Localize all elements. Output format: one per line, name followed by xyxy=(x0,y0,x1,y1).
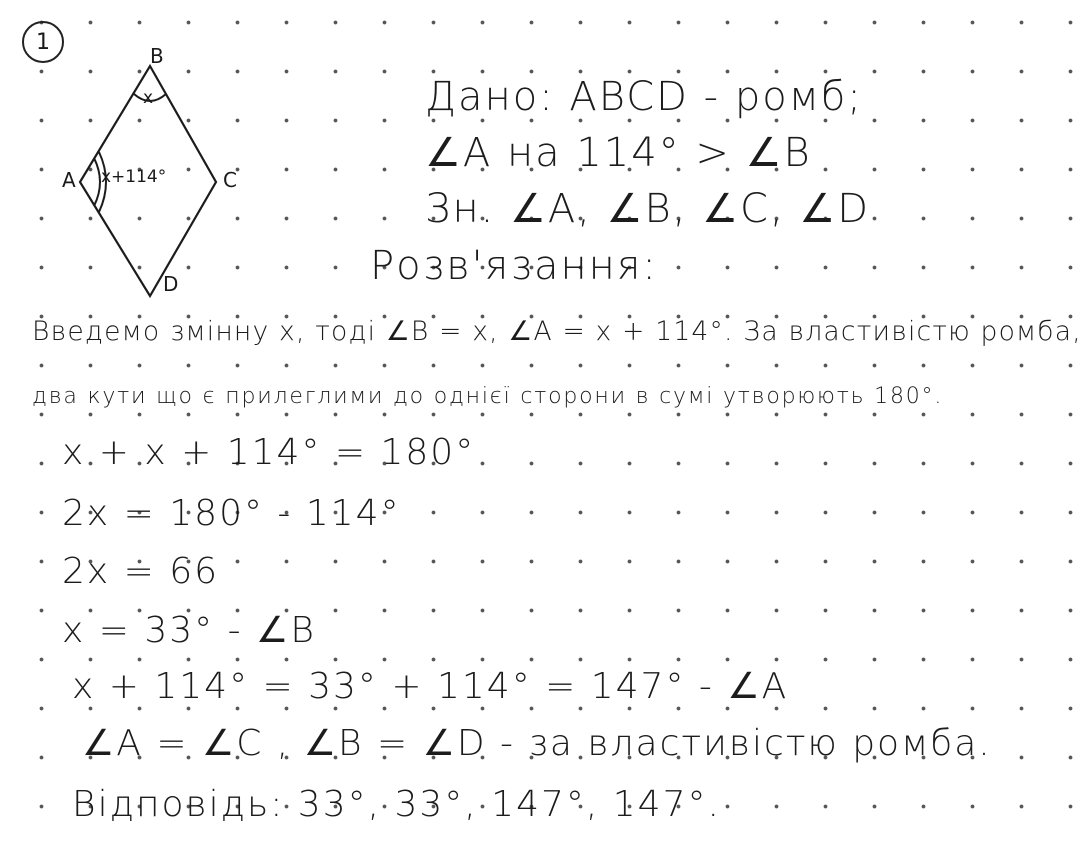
given-line-3: Зн. ∠A, ∠B, ∠C, ∠D xyxy=(425,186,871,232)
given-line-2: ∠A на 114° > ∠B xyxy=(425,130,812,176)
angle-b-label: x xyxy=(143,88,154,108)
answer-line: Відповідь: 33°, 33°, 147°, 147°. xyxy=(72,784,721,825)
solution-text-line-2: два кути що є прилеглими до однієї сторони в сумі утворюють 180°. xyxy=(32,384,944,409)
given-line-1: Дано: ABCD - ромб; xyxy=(425,74,863,120)
calc-line-5: x + 114° = 33° + 114° = 147° - ∠A xyxy=(72,666,789,707)
angle-a-label: x+114° xyxy=(101,167,167,187)
vertex-d-label: D xyxy=(163,272,179,296)
calc-line-4: x = 33° - ∠B xyxy=(62,610,316,651)
calc-line-6: ∠A = ∠C , ∠B = ∠D - за властивістю ромба. xyxy=(82,723,992,764)
problem-number: 1 xyxy=(36,29,50,55)
calc-line-1: x + x + 114° = 180° xyxy=(62,432,476,473)
solution-text-line-1: Введемо змінну x, тоді ∠B = x, ∠A = x + 114°. За властивістю ромба, xyxy=(32,316,1082,347)
vertex-b-label: B xyxy=(150,44,164,68)
solution-heading: Розв'язання: xyxy=(370,243,658,289)
calc-line-3: 2x = 66 xyxy=(62,551,220,592)
vertex-c-label: C xyxy=(223,168,237,192)
angle-a-arc-inner xyxy=(94,158,100,206)
calc-line-2: 2x = 180° - 114° xyxy=(62,493,401,534)
vertex-a-label: A xyxy=(62,168,76,192)
